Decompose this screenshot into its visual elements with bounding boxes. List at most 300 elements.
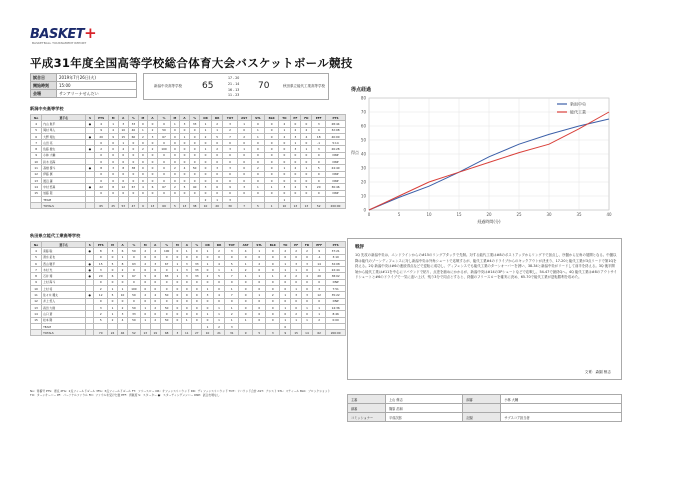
table-cell: 1 (301, 304, 312, 310)
table-cell: 8 (94, 165, 108, 171)
info-label: 試合日 (31, 74, 57, 82)
table-cell: 0 (237, 152, 251, 158)
table-cell: 67 (158, 133, 171, 139)
table-cell: 0 (147, 121, 157, 127)
table-cell: 13 (301, 203, 312, 209)
x-tick-label: 35 (576, 212, 582, 217)
y-tick-label: 10 (360, 193, 366, 199)
table-cell: 2 (237, 133, 251, 139)
table-cell: 0 (290, 171, 301, 177)
table-cell: 0 (223, 159, 237, 165)
table-cell: 0 (170, 190, 179, 196)
table-cell: 5 (253, 330, 266, 336)
table-cell: 1 (202, 311, 214, 317)
table-cell: 4 (108, 127, 118, 133)
logo-subtitle: BASKETBALL TOURNAMENT REPORT (32, 41, 87, 45)
table-cell: 1 (179, 133, 189, 139)
table-cell: 30 (223, 203, 237, 209)
column-header: PTS (94, 242, 108, 248)
table-cell: 26:28 (325, 146, 345, 152)
table-cell: 5 (211, 133, 223, 139)
table-cell: 3 (237, 184, 251, 190)
table-cell: 6 (31, 260, 42, 266)
official-role: 主審 (348, 395, 386, 404)
table-cell: 9 (312, 248, 325, 254)
column-header: PF (290, 115, 301, 121)
column-header: M (173, 242, 182, 248)
table-cell: 0 (138, 159, 147, 165)
table-cell: 13 (179, 203, 189, 209)
column-header: TOT (223, 115, 237, 121)
table-cell: 2 (301, 248, 312, 254)
table-cell: 0 (253, 317, 266, 323)
table-cell: 0 (138, 190, 147, 196)
table-cell: 9 (94, 127, 108, 133)
table-cell: 0 (312, 152, 326, 158)
table-cell: TEAM (42, 323, 86, 329)
table-cell: 0 (202, 298, 214, 304)
score-progress-chart (347, 84, 622, 227)
table-cell: 0 (170, 146, 179, 152)
table-cell: 1 (279, 196, 290, 202)
table-cell: 0 (108, 152, 118, 158)
column-header: BLK (265, 115, 279, 121)
quarter-score: 21 - 14 (228, 81, 240, 86)
table-cell: DNP (325, 177, 345, 183)
table-cell: 20 (312, 184, 326, 190)
table-cell: 2 (279, 121, 290, 127)
table-cell: DNP (325, 152, 345, 158)
table-cell: 0 (253, 254, 266, 260)
table-cell: 0 (140, 254, 150, 260)
table-cell: 松本 陽 (42, 317, 86, 323)
table-cell: 1 (200, 127, 212, 133)
table-cell: 0 (150, 298, 160, 304)
commentary-body: 1Q 先攻の新潟中央は、エンドラインからの#15のリングアタックで先制。対する能代工業は#8のポストアップからリング下で加点し、序盤から互角の展開となる。中盤以降は能代のゾーンディフェンスに対し新潟中央は外角シュートで応戦するが、能代工業#4のドライブからのキックアウトが決まり、17-20と能代工業が3点リードで第1Qを終える。2Q 新潟中央は#6の連続得点などで逆転に成功し、ディフェンスでも能代工業のターンオーバーを誘い、38-34と新潟中央がリードして前半を終える。3Q 後半開始から能代工業は#11を中心にリバウンドで粘り、点差を縮めにかかるが、新潟中央は#14の3Pシュートなどで応戦し、54-47で最終Qへ。4Q 能代工業は#8のアウトサイドシュートと#6のドライブで一気に追い上げ、残り3分で同点とすると、終盤のフリースローを確実に決め、65-70で能代工業が逆転勝利を収めた。 (355, 253, 617, 280)
official-name: サブスコア担当者 (501, 413, 622, 422)
table-cell: 14 (312, 260, 325, 266)
column-header: M (140, 242, 150, 248)
info-label: 会場 (31, 90, 57, 98)
table-cell: 0 (173, 286, 182, 292)
table-cell: 3 (223, 146, 237, 152)
table-cell: 8 (31, 146, 42, 152)
table-cell: 1 (237, 121, 251, 127)
table-cell: 1 (118, 254, 128, 260)
table-cell: 0 (200, 159, 212, 165)
column-header: AST (237, 115, 251, 121)
table-cell: 0 (202, 267, 214, 273)
table-cell: 3 (94, 304, 108, 310)
table-cell: 0 (158, 177, 171, 183)
table-cell: 5 (213, 273, 224, 279)
table-cell: 0 (158, 159, 171, 165)
table-cell: 9 (118, 273, 128, 279)
table-cell: 0 (94, 279, 108, 285)
table-cell: 0 (266, 311, 280, 317)
table-cell: 0 (211, 159, 223, 165)
team-b-stats-table (30, 241, 346, 336)
table-cell: 0 (182, 311, 192, 317)
table-cell: DNP (325, 171, 345, 177)
table-cell: 0 (200, 152, 212, 158)
table-cell: 0 (280, 323, 291, 329)
column-header: STL (253, 242, 266, 248)
info-value: 15:00 (57, 82, 137, 90)
official-role: 副審 (463, 395, 501, 404)
game-info-table (30, 73, 137, 98)
table-cell: 13 (140, 330, 150, 336)
table-cell: 10 (118, 127, 128, 133)
table-cell: 5 (179, 184, 189, 190)
table-cell: TEAM (42, 196, 86, 202)
table-cell: 15 (31, 190, 42, 196)
table-cell: 3 (150, 260, 160, 266)
table-cell: 森田 大樹 (42, 304, 86, 310)
column-header: EFF (312, 115, 326, 121)
table-cell: 0 (301, 311, 312, 317)
page-title: 平成31年度全国高等学校総合体育大会バスケットボール競技 (30, 56, 353, 70)
table-cell: 38 (190, 203, 200, 209)
table-cell: 0 (147, 190, 157, 196)
table-cell: 0 (179, 159, 189, 165)
table-cell: 0 (237, 140, 251, 146)
table-cell: 68 (160, 330, 173, 336)
table-cell: 0 (301, 286, 312, 292)
column-header: PTS (325, 115, 345, 121)
table-cell: 0 (160, 279, 173, 285)
table-cell: 0 (192, 311, 202, 317)
table-cell: 0 (190, 152, 200, 158)
table-cell: 0:00 (326, 317, 346, 323)
table-cell: 7 (225, 292, 239, 298)
table-cell: 0 (150, 267, 160, 273)
table-cell: 1 (225, 304, 239, 310)
table-cell: 3 (291, 292, 302, 298)
table-cell: 11 (182, 330, 192, 336)
table-cell: 0 (312, 171, 326, 177)
table-cell: 0 (279, 140, 290, 146)
table-cell: 1 (225, 317, 239, 323)
table-cell: 2 (140, 260, 150, 266)
table-cell: 0 (192, 298, 202, 304)
table-cell: 1 (202, 248, 214, 254)
table-cell: 33 (192, 260, 202, 266)
table-cell: ● (86, 260, 94, 266)
column-header: DR (211, 115, 223, 121)
table-cell: 5 (31, 254, 42, 260)
table-cell: 0 (160, 267, 173, 273)
table-cell: 1 (170, 121, 179, 127)
table-cell: 3 (223, 196, 237, 202)
table-cell: 0 (225, 254, 239, 260)
table-cell: 3 (108, 165, 118, 171)
table-cell (31, 330, 42, 336)
table-cell: 0 (237, 165, 251, 171)
table-cell: 4 (312, 127, 326, 133)
table-cell: 0 (223, 140, 237, 146)
table-cell: 0 (200, 177, 212, 183)
table-cell: 5 (108, 260, 118, 266)
column-header: EFF (312, 242, 325, 248)
table-cell: 1 (290, 140, 301, 146)
table-cell: 0 (179, 146, 189, 152)
table-cell: 15 (118, 133, 128, 139)
table-cell: 2 (223, 127, 237, 133)
table-cell: 0 (182, 304, 192, 310)
column-header: S (86, 242, 94, 248)
table-cell: 1 (239, 317, 253, 323)
quarter-score: 16 - 13 (228, 87, 240, 92)
table-cell: -1 (312, 254, 325, 260)
table-cell: 10 (118, 292, 128, 298)
table-cell: 岡村 隼人 (42, 127, 86, 133)
commentary-author: 文責：森園 梢志 (584, 370, 611, 374)
table-cell: 0 (280, 311, 291, 317)
table-cell: 0 (108, 267, 118, 273)
table-cell: 0 (108, 159, 118, 165)
table-cell: 0 (94, 159, 108, 165)
table-cell: 2 (118, 267, 128, 273)
table-cell: 2 (225, 311, 239, 317)
table-cell: 15 (31, 317, 42, 323)
table-cell: 2 (202, 273, 214, 279)
table-cell: 13 (31, 177, 42, 183)
table-cell: ● (86, 292, 94, 298)
table-cell: 0 (182, 298, 192, 304)
table-cell: 加藤 陸 (42, 190, 86, 196)
table-cell: 0 (94, 171, 108, 177)
table-cell: 200:00 (326, 330, 346, 336)
column-header: % (190, 115, 200, 121)
table-cell: 0 (237, 159, 251, 165)
column-header: OR (200, 115, 212, 121)
table-cell: 0 (239, 254, 253, 260)
table-cell: 0 (312, 177, 326, 183)
table-cell: 0 (312, 159, 326, 165)
official-name: 上山 修志 (386, 395, 463, 404)
table-cell: 0 (140, 267, 150, 273)
table-cell: 2 (200, 133, 212, 139)
table-cell: 0 (290, 177, 301, 183)
table-cell: 1 (312, 267, 325, 273)
table-cell: 1 (211, 127, 223, 133)
table-cell: 10 (31, 286, 42, 292)
score-team-a: 新潟中央高等学校 (154, 84, 182, 88)
table-cell: 0 (290, 152, 301, 158)
table-cell: 2 (138, 146, 147, 152)
table-cell: 2 (118, 304, 128, 310)
table-cell: 0 (202, 304, 214, 310)
table-cell: 5 (31, 127, 42, 133)
column-header: FD (301, 115, 312, 121)
table-cell: 0 (301, 279, 312, 285)
logo: BASKET+ (30, 24, 97, 42)
table-cell: 0 (173, 279, 182, 285)
table-cell: 0 (182, 279, 192, 285)
table-cell: 7 (223, 133, 237, 139)
table-cell: 0 (190, 127, 200, 133)
quarter-scores (228, 76, 239, 99)
table-cell: 200:00 (325, 203, 345, 209)
table-cell: 2 (108, 317, 118, 323)
table-cell: 0 (213, 286, 224, 292)
score-box (143, 73, 329, 100)
table-cell: 14 (301, 330, 312, 336)
table-cell: 2 (147, 127, 157, 133)
info-value: サンアリーナせんだい (57, 90, 137, 98)
table-cell: 0 (94, 140, 108, 146)
table-cell: 0 (253, 311, 266, 317)
table-cell: 0 (170, 171, 179, 177)
table-cell: 6 (150, 273, 160, 279)
y-tick-label: 50 (360, 137, 366, 143)
official-name: 篠原 浩和 (386, 404, 463, 413)
table-cell: 0 (200, 165, 212, 171)
table-cell: 2 (290, 127, 301, 133)
table-cell: 3 (290, 146, 301, 152)
table-cell: 1 (301, 146, 312, 152)
table-cell: 0 (223, 152, 237, 158)
table-cell: TOTALS (42, 330, 86, 336)
table-cell: 3 (312, 121, 326, 127)
official-role (463, 404, 501, 413)
column-header: % (128, 115, 138, 121)
table-cell: 0 (190, 190, 200, 196)
table-cell: 1 (253, 273, 266, 279)
table-cell: 0 (301, 267, 312, 273)
table-cell: 0 (108, 146, 118, 152)
table-cell: 3 (182, 273, 192, 279)
table-cell: 0 (190, 146, 200, 152)
x-axis-label: 経過時間(分) (477, 219, 501, 224)
table-cell: 渡辺 蓮 (42, 177, 86, 183)
table-cell: ● (86, 165, 94, 171)
table-cell: ● (86, 273, 94, 279)
table-cell: 0 (225, 279, 239, 285)
table-cell: 22 (94, 184, 108, 190)
table-cell: 15 (94, 260, 108, 266)
table-cell: 67 (158, 184, 171, 190)
table-cell: 1 (301, 317, 312, 323)
score-a: 65 (202, 81, 214, 91)
table-cell: 0 (280, 254, 291, 260)
table-cell: 1 (213, 311, 224, 317)
table-cell: 20 (94, 133, 108, 139)
table-cell: 3 (173, 330, 182, 336)
table-cell: 0 (170, 159, 179, 165)
table-cell: 3 (223, 165, 237, 171)
table-cell: 83 (160, 273, 173, 279)
column-header: No (31, 242, 42, 248)
column-header: % (128, 242, 141, 248)
table-cell: 0 (192, 248, 202, 254)
table-cell: 33 (128, 121, 138, 127)
table-cell: 2 (266, 292, 280, 298)
table-cell: 3 (225, 323, 239, 329)
table-cell: 50 (158, 127, 171, 133)
table-cell: 2 (150, 317, 160, 323)
table-cell: 1 (251, 184, 264, 190)
table-cell: 5 (301, 184, 312, 190)
table-cell: 鈴木 拓海 (42, 159, 86, 165)
table-cell: 0 (190, 177, 200, 183)
table-cell: 2 (170, 165, 179, 171)
table-cell: 14 (31, 184, 42, 190)
table-cell: 小林 大輔 (42, 152, 86, 158)
table-cell: 0 (192, 286, 202, 292)
table-cell: 0 (118, 159, 128, 165)
table-cell: 0 (266, 279, 280, 285)
table-cell: 0 (237, 127, 251, 133)
team-a-stats-table (30, 114, 346, 209)
table-cell: 9 (31, 279, 42, 285)
table-cell: 0 (279, 171, 290, 177)
table-cell: 1 (251, 133, 264, 139)
table-cell: 0 (239, 286, 253, 292)
table-cell: 1 (140, 317, 150, 323)
column-header: % (192, 242, 202, 248)
table-cell: 0 (253, 304, 266, 310)
table-cell: 52 (312, 203, 326, 209)
table-cell: 50 (128, 317, 141, 323)
table-cell: 3 (211, 165, 223, 171)
table-cell: 0 (251, 152, 264, 158)
table-cell: 0 (291, 254, 302, 260)
table-cell: 伊藤 翼 (42, 171, 86, 177)
legend-label: 新潟中央 (570, 101, 586, 107)
table-cell: 2 (140, 292, 150, 298)
table-cell: 3:10 (326, 254, 346, 260)
table-cell: 5 (140, 273, 150, 279)
table-cell: 24:40 (325, 165, 345, 171)
table-cell: 1 (265, 184, 279, 190)
table-cell: 4 (213, 292, 224, 298)
table-cell: 0 (118, 298, 128, 304)
table-cell: 14 (31, 311, 42, 317)
table-cell: 1 (253, 292, 266, 298)
table-cell: 15 (291, 330, 302, 336)
table-cell: 0 (173, 311, 182, 317)
table-cell: 1 (239, 273, 253, 279)
table-cell: 0 (213, 279, 224, 285)
table-cell: 0 (265, 190, 279, 196)
table-cell: 木村 光 (42, 267, 86, 273)
table-cell: 9 (108, 133, 118, 139)
table-cell: 0 (290, 190, 301, 196)
table-cell: 0 (291, 298, 302, 304)
table-cell: 0 (170, 140, 179, 146)
table-cell: 1 (239, 260, 253, 266)
table-cell: 50 (160, 304, 173, 310)
table-cell: 1 (213, 267, 224, 273)
table-cell: ● (86, 146, 94, 152)
table-cell: 3 (223, 121, 237, 127)
table-cell: 0 (266, 248, 280, 254)
table-cell: 20 (211, 203, 223, 209)
table-cell: 0 (265, 127, 279, 133)
table-cell: 0 (160, 311, 173, 317)
table-cell: 0 (279, 152, 290, 158)
table-cell: 32:08 (325, 127, 345, 133)
table-cell: 0 (202, 279, 214, 285)
table-cell: 8:46 (326, 311, 346, 317)
table-cell: 0 (265, 146, 279, 152)
table-cell: 7 (237, 203, 251, 209)
table-cell: 0 (108, 298, 118, 304)
table-cell: 50 (160, 317, 173, 323)
table-cell: 0 (94, 152, 108, 158)
